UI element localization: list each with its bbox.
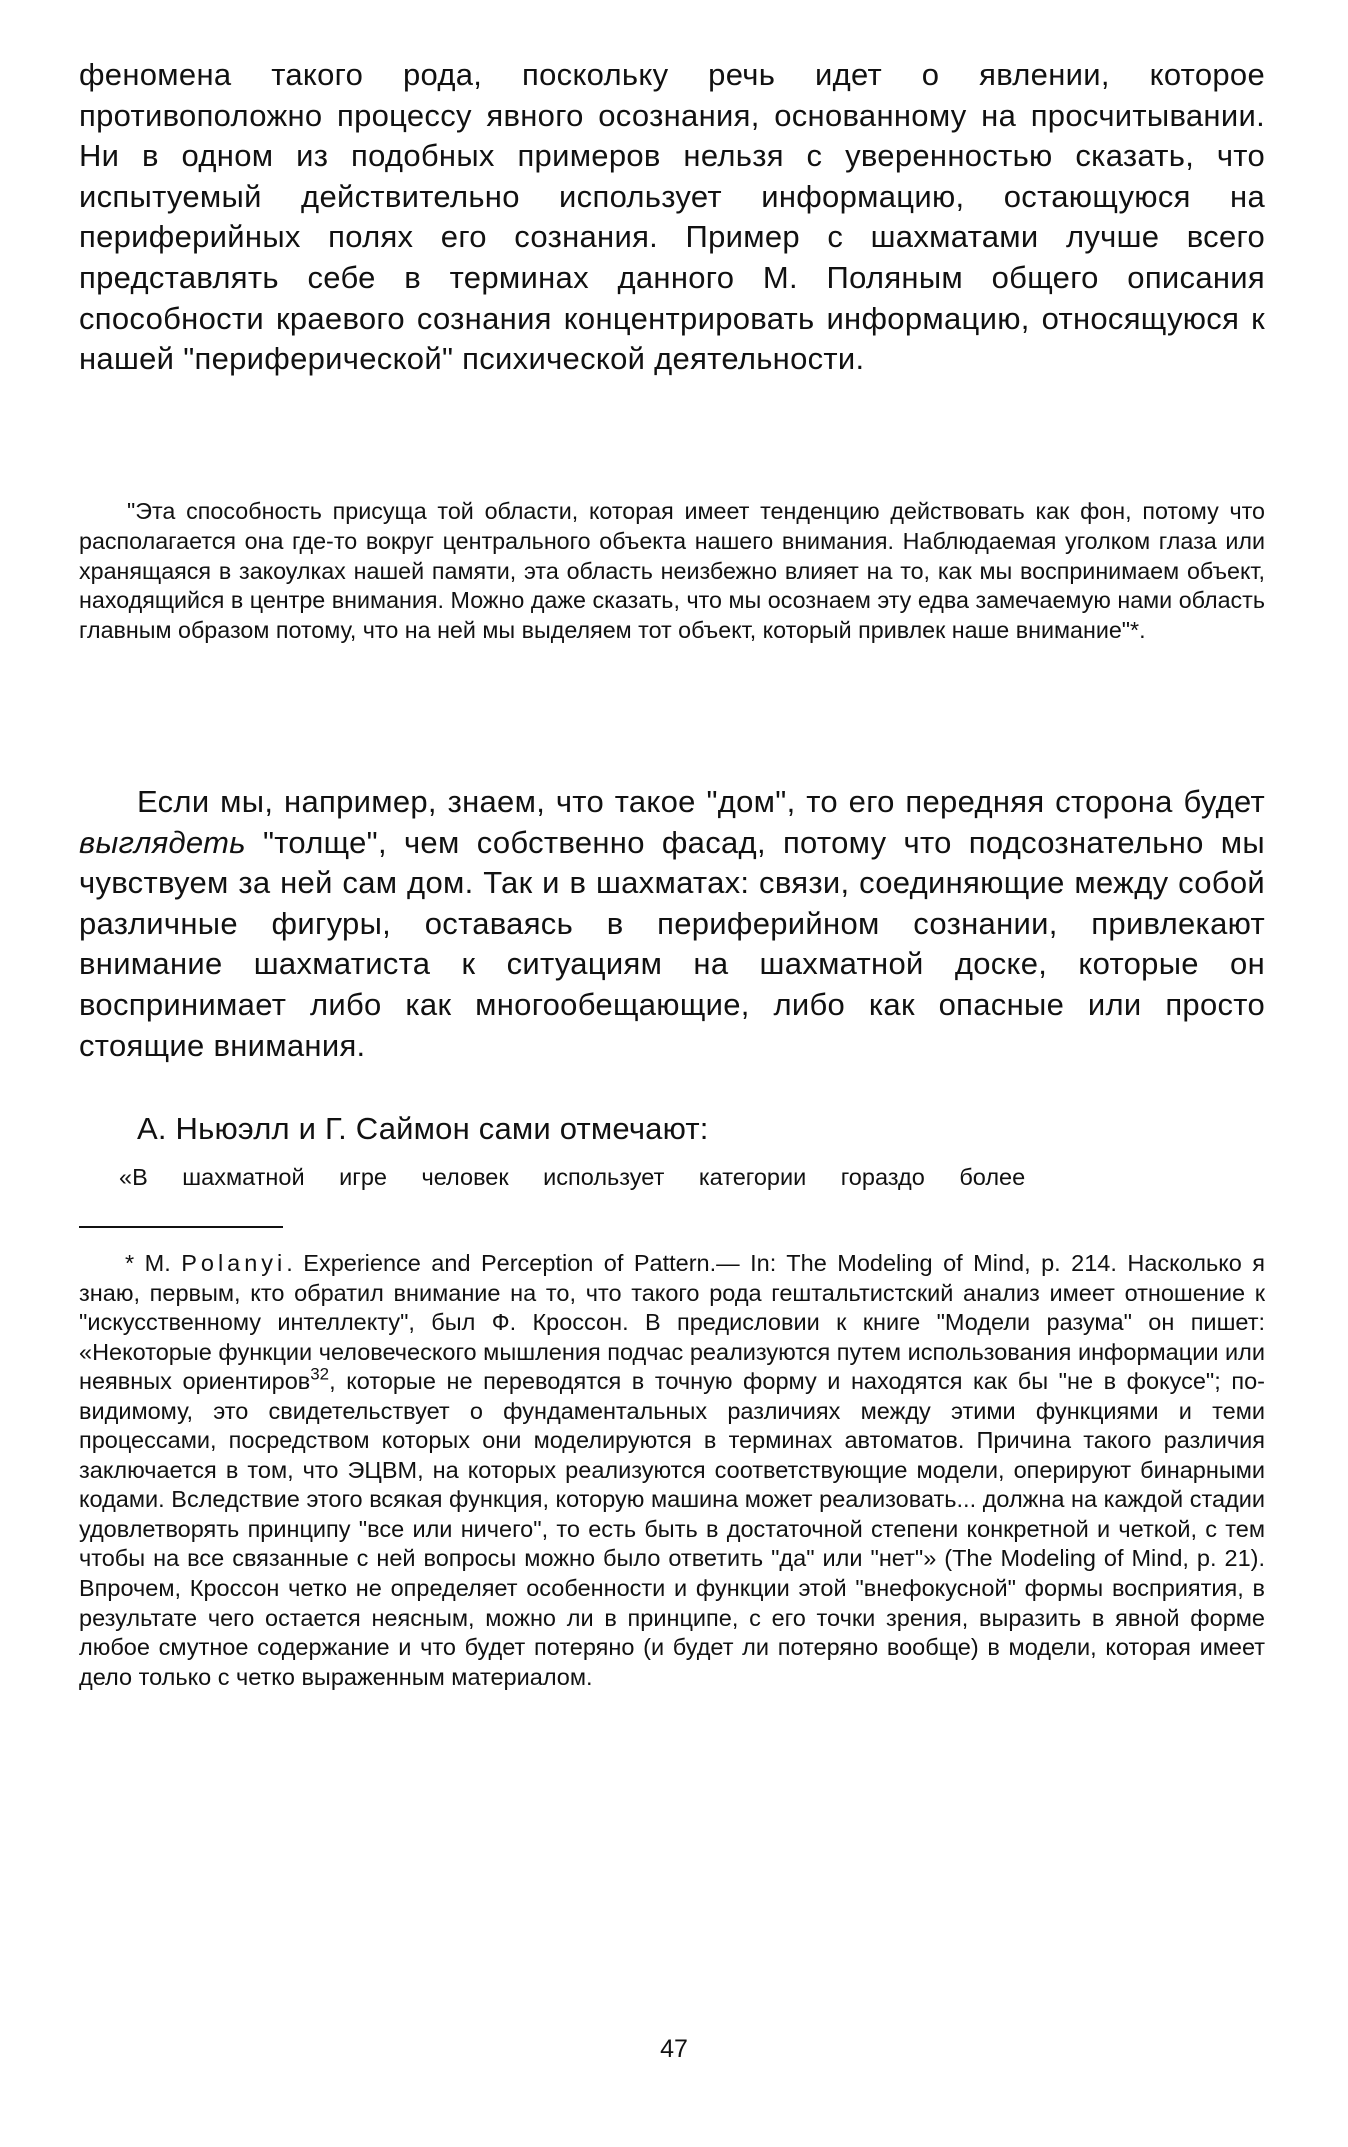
- footnote-author-name: Polanyi: [181, 1250, 287, 1276]
- polanyi-quotation: "Эта способность присуща той области, которая имеет тенденцию действовать как фон, потому что располагается она где-то вокруг центрального объекта нашего внимания. Наблюдаемая уголком глаза или хранящаяся в закоулках нашей памяти, эта область неизбежно влияет на то, как мы воспринимаем объект, находящийся в центре внимания. Можно даже сказать, что мы осознаем эту едва замечаемую нами область главным образом потому, что на ней мы выделяем тот объект, который привлек наше внимание"*.: [79, 498, 1265, 644]
- body-paragraph-3: А. Ньюэлл и Г. Саймон сами отмечают:: [137, 1111, 709, 1146]
- body-paragraph-2: [79, 782, 1265, 1066]
- emphasized-word: выглядеть: [79, 824, 246, 860]
- footnote-reference-superscript: 32: [310, 1364, 330, 1384]
- paragraph-2-text-start: Если мы, например, знаем, что такое "дом", то его передняя сторона будет: [137, 784, 1265, 819]
- footnote: [79, 1249, 1265, 1692]
- page-number: 47: [660, 2035, 688, 2063]
- body-paragraph-1: феномена такого рода, поскольку речь идет о явлении, которое противоположно процессу явного осознания, основанному на просчитывании. Ни в одном из подобных примеров нельзя с уверенностью сказать, что испытуемый действительно использует информацию, остающуюся на периферийных полях его сознания. Пример с шахматами лучше всего представлять себе в терминах данного М. Поляным общего описания способности краевого сознания концентрировать информацию, относящуюся к нашей "периферической" психической деятельности.: [79, 57, 1265, 377]
- footnote-marker: *: [125, 1250, 145, 1276]
- footnote-separator: [79, 1226, 283, 1228]
- footnote-text-part-1: . Experience and Perception of Pattern.— In: The Modeling of Mind, p. 214. Насколько я знаю, первым, кто обратил внимание на то, что такого рода гештальтистский анализ имеет отношение к "искусственному интеллекту", был Ф. Кроссон. В предисловии к книге "Модели разума" он пишет: «Некоторые функции человеческого мышления подчас реализуются путем использования информации или неявных ориентиров: [79, 1250, 1265, 1395]
- quotation-start-line: «В шахматной игре человек использует категории гораздо более: [119, 1164, 1026, 1190]
- footnote-author-initial: M.: [144, 1250, 182, 1276]
- footnote-text-part-2: , которые не переводятся в точную форму и находятся как бы "не в фокусе"; по-видимому, это свидетельствует о фундаментальных различиях между этими функциями и теми процессами, посредством которых они моделируются в терминах автоматов. Причина такого различия заключается в том, что ЭЦВМ, на которых реализуются соответствующие модели, оперируют бинарными кодами. Вследствие этого всякая функция, которую машина может реализовать... должна на каждой стадии удовлетворять принципу "все или ничего", то есть быть в достаточной степени конкретной и четкой, с тем чтобы на все связанные с ней вопросы можно было ответить "да" или "нет"» (The Modeling of Mind, p. 21). Впрочем, Кроссон четко не определяет особенности и функции этой "внефокусной" формы восприятия, в результате чего остается неясным, можно ли в принципе, с его точки зрения, выразить в явной форме любое смутное содержание и что будет потеряно (и будет ли потеряно вообще) в модели, которая имеет дело только с четко выраженным материалом.: [79, 1368, 1265, 1690]
- paragraph-2-text-end: "толще", чем собственно фасад, потому что подсознательно мы чувствуем за ней сам дом. Так и в шахматах: связи, соединяющие между собой различные фигуры, оставаясь в периферийном сознании, привлекают внимание шахматиста к ситуациям на шахматной доске, которые он воспринимает либо как многообещающие, либо как опасные или просто стоящие внимания.: [79, 824, 1265, 1063]
